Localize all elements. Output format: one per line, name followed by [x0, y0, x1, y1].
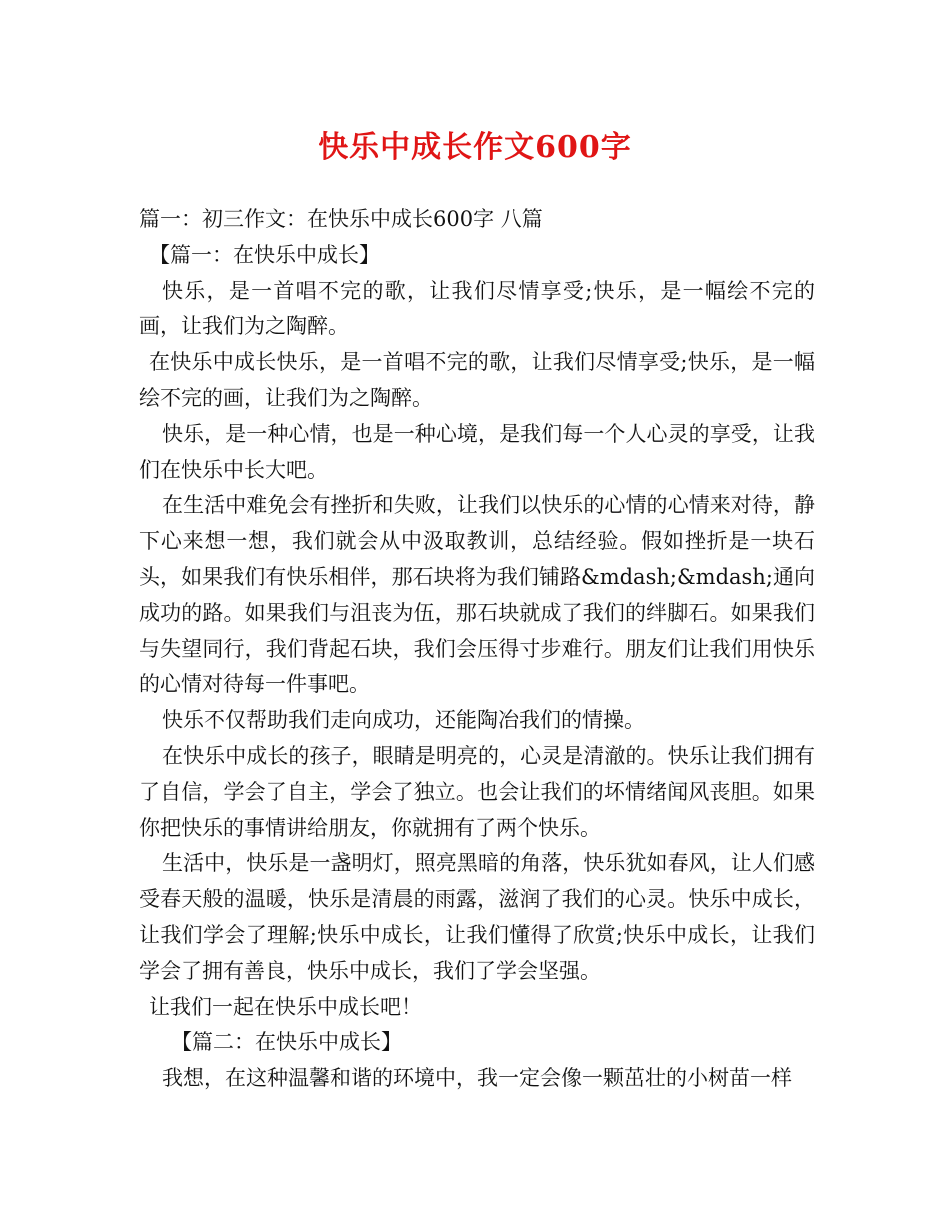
document-body	[139, 202, 815, 1097]
paragraph: 快乐不仅帮助我们走向成功，还能陶冶我们的情操。	[162, 708, 645, 733]
paragraph: 在快乐中成长的孩子，眼睛是明亮的，心灵是清澈的。快乐让我们拥有了自信，学会了自主，学会了独立。也会让我们的坏情绪闻风丧胆。如果你把快乐的事情讲给朋友，你就拥有了两个快乐。	[139, 743, 815, 840]
paragraph: 生活中，快乐是一盏明灯，照亮黑暗的角落，快乐犹如春风，让人们感受春天般的温暖，快乐是清晨的雨露，滋润了我们的心灵。快乐中成长，让我们学会了理解;快乐中成长，让我们懂得了欣赏;快乐中成长，让我们学会了拥有善良，快乐中成长，我们了学会坚强。	[139, 851, 815, 983]
document-title: 快乐中成长作文600字	[318, 130, 632, 165]
section-heading: 篇一：初三作文：在快乐中成长600字 八篇	[139, 207, 543, 231]
subsection-heading: 【篇一：在快乐中成长】	[149, 242, 380, 267]
paragraph: 快乐，是一首唱不完的歌，让我们尽情享受;快乐，是一幅绘不完的画，让我们为之陶醉。	[139, 278, 815, 339]
paragraph: 我想，在这种温馨和谐的环境中，我一定会像一颗茁壮的小树苗一样	[162, 1066, 792, 1091]
paragraph: 快乐，是一种心情，也是一种心境，是我们每一个人心灵的享受，让我们在快乐中长大吧。	[139, 421, 815, 482]
paragraph: 在快乐中成长快乐，是一首唱不完的歌，让我们尽情享受;快乐，是一幅绘不完的画，让我们为之陶醉。	[139, 350, 815, 410]
paragraph: 让我们一起在快乐中成长吧！	[149, 994, 422, 1019]
subsection-heading: 【篇二：在快乐中成长】	[171, 1030, 402, 1055]
paragraph: 在生活中难免会有挫折和失败，让我们以快乐的心情的心情来对待，静下心来想一想，我们就会从中汲取教训，总结经验。假如挫折是一块石头，如果我们有快乐相伴，那石块将为我们铺路&mdash;&mdash;通向成功的路。如果我们与沮丧为伍，那石块就成了我们的绊脚石。如果我们与失望同行，我们背起石块，我们会压得寸步难行。朋友们让我们用快乐的心情对待每一件事吧。	[139, 493, 815, 697]
